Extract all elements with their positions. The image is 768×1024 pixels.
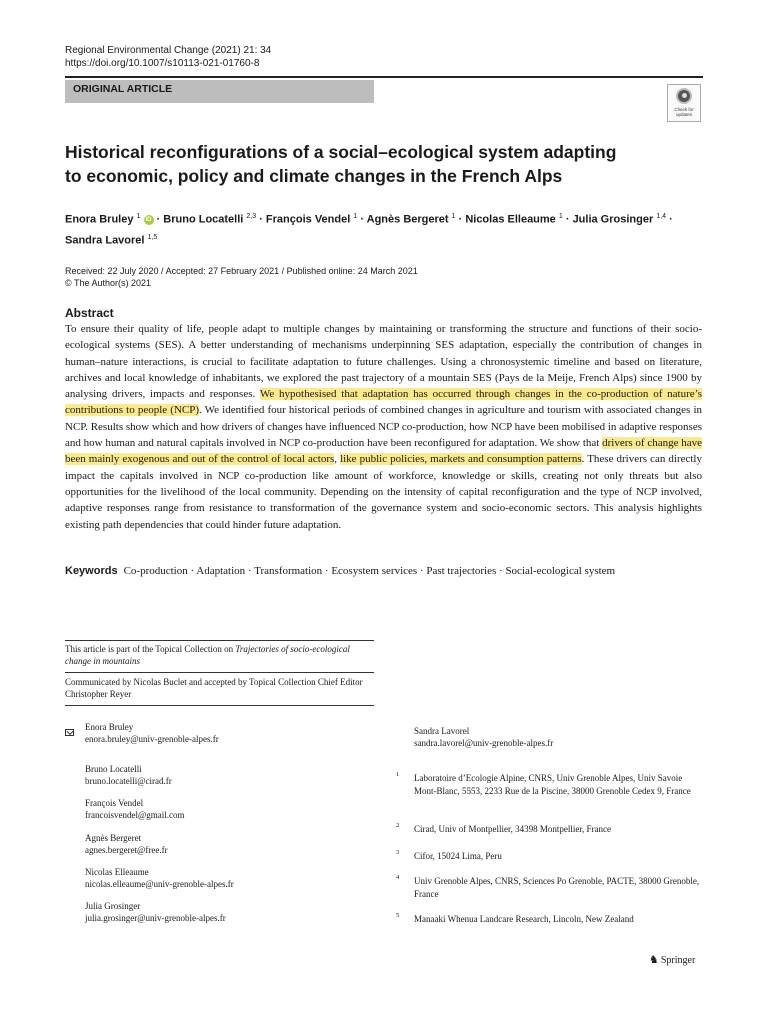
affiliation-number: 5	[396, 912, 400, 919]
email-icon	[65, 723, 74, 741]
journal-header	[65, 44, 271, 70]
copyright-text: The Author(s) 2021	[73, 278, 152, 288]
contact-name: Agnès Bergeret	[85, 833, 142, 843]
orcid-icon[interactable]: iD	[145, 216, 152, 223]
contact-name: Enora Bruley	[85, 722, 134, 732]
contact-name: Julia Grosinger	[85, 901, 141, 911]
affiliation-number: 2	[396, 822, 400, 829]
doi-link[interactable]: https://doi.org/10.1007/s10113-021-01760-8	[65, 58, 260, 69]
footnote-rule	[65, 705, 374, 706]
article-type-banner: ORIGINAL ARTICLE	[65, 80, 374, 103]
affiliation-text: Manaaki Whenua Landcare Research, Lincoln, New Zealand	[414, 914, 634, 924]
contact-entry	[85, 797, 185, 821]
contact-name: Sandra Lavorel	[414, 726, 470, 736]
author-name[interactable]: Agnès Bergeret	[366, 213, 449, 226]
contact-entry	[85, 721, 219, 745]
highlighted-text[interactable]: like public policies, markets and consumption patterns	[340, 453, 582, 466]
contact-name: François Vendel	[85, 798, 144, 808]
abstract-heading: Abstract	[65, 306, 114, 320]
publisher-name: Springer	[660, 955, 696, 966]
title-line-2: to economic, policy and climate changes in the French Alps	[65, 166, 563, 186]
collection-title: Trajectories of socio-ecological change in mountains	[65, 644, 350, 666]
abstract-text: To ensure their quality of life, people adapt to multiple changes by maintaining or transforming the structure and functions of their socio-ecological systems (SES). A better understanding of mechanisms underpinning SES adaptation, especially the contribution of changes in human–nature interactions, is crucial to facilitate adaptation to future challenges. Using a chronosystemic timeline and based on literature, archives and local knowledge of inhabitants, we explored the past trajectory of a mountain SES (Pays de la Meije, French Alps) since 1900 by analysing drivers, impacts and responses.	[65, 323, 702, 401]
contact-entry	[85, 866, 234, 890]
affiliation-text: Cifor, 15024 Lima, Peru	[414, 851, 502, 861]
footnote-rule	[65, 672, 374, 673]
author-affiliation-marker: 1,5	[147, 233, 158, 241]
highlighted-text[interactable]: We hypothesised that adaptation has occurred through changes in the co-production of nature’s contributions to people (NCP)	[65, 388, 702, 417]
author-affiliation-marker: 1	[353, 213, 358, 220]
dates-line: Received: 22 July 2020 / Accepted: 27 February 2021 / Published online: 24 March 2021	[65, 266, 418, 276]
affiliation-text: Laboratoire d’Ecologie Alpine, CNRS, Univ Grenoble Alpes, Univ Savoie Mont-Blanc, 5553, 2233 Rue de la Piscine, 38000 Grenoble Cedex 9, France	[414, 773, 691, 796]
keywords-label: Keywords	[65, 565, 118, 577]
author-list: Enora Bruley $^1$ iD · Bruno Locatelli $^{2,3}$ · François Vendel $^1$ · Agnès Bergeret $^1$ · Nicolas Elleaume $^1$ · Julia Grosinger $^{1,4}$ · Sandra Lavorel $^{1,5}$	[65, 213, 673, 247]
copyright-icon: ©	[65, 278, 72, 288]
author-affiliation-marker: 1	[558, 213, 563, 220]
affiliation-text: Cirad, Univ of Montpellier, 34398 Montpellier, France	[414, 824, 611, 834]
author-name[interactable]: Julia Grosinger	[572, 213, 654, 226]
title-line-1: Historical reconfigurations of a social–ecological system adapting	[65, 142, 617, 162]
contact-email[interactable]: francoisvendel@gmail.com	[85, 810, 185, 820]
publication-dates	[65, 265, 418, 289]
author-name[interactable]: Sandra Lavorel	[65, 234, 145, 247]
author-affiliation-marker: 1	[451, 213, 456, 220]
collection-prefix: This article is part of the Topical Collection on	[65, 644, 236, 654]
author-name[interactable]: Enora Bruley	[65, 213, 134, 226]
contact-entry	[85, 900, 226, 924]
publisher-logo	[649, 954, 695, 967]
abstract-text: ,	[334, 453, 341, 466]
footnote-rule	[65, 640, 374, 641]
contact-entry	[85, 763, 172, 787]
author-affiliation-marker: 1,4	[656, 213, 667, 220]
abstract-text: . These drivers can directly impact the capitals involved in NCP co-production like amount of workforce, knowledge or skills, creating not only threats but also opportunities for the livelihood of the local community. Depending on the intensity of capital reconfiguration and the type of NCP involved, adaptive responses range from resistance to transformation of the governance system and socio-economic sectors. This analysis highlights existing path dependencies that could hinder future adaptation.	[65, 453, 702, 531]
contact-name: Bruno Locatelli	[85, 764, 142, 774]
article-title	[65, 140, 665, 188]
author-affiliation-marker: 2,3	[246, 213, 257, 220]
affiliation-number: 4	[396, 874, 400, 881]
keywords-list: Co-production · Adaptation · Transformation · Ecosystem services · Past trajectories · Social-ecological system	[123, 565, 616, 577]
contact-email[interactable]: nicolas.elleaume@univ-grenoble-alpes.fr	[85, 879, 234, 889]
header-rule	[65, 76, 703, 78]
author-name[interactable]: Bruno Locatelli	[163, 213, 244, 226]
contact-entry	[85, 832, 168, 856]
affiliation-number: 1	[396, 771, 400, 778]
author-affiliation-marker: 1	[136, 213, 141, 220]
author-name[interactable]: Nicolas Elleaume	[465, 213, 556, 226]
contact-email[interactable]: agnes.bergeret@free.fr	[85, 845, 168, 855]
affiliation-number: 3	[396, 849, 400, 856]
topical-collection-note	[65, 643, 374, 667]
crossmark-label: Check for updates	[674, 107, 694, 117]
springer-horse-icon: ♞	[649, 954, 659, 966]
contact-email[interactable]: enora.bruley@univ-grenoble-alpes.fr	[85, 734, 219, 744]
check-for-updates-badge[interactable]	[667, 84, 701, 122]
contact-email[interactable]: julia.grosinger@univ-grenoble-alpes.fr	[85, 913, 226, 923]
communicated-note: Communicated by Nicolas Buclet and accepted by Topical Collection Chief Editor Christopher Reyer	[65, 677, 363, 699]
affiliation-text: Univ Grenoble Alpes, CNRS, Sciences Po Grenoble, PACTE, 38000 Grenoble, France	[414, 876, 700, 899]
contact-email[interactable]: bruno.locatelli@cirad.fr	[85, 776, 172, 786]
keywords	[65, 563, 705, 579]
highlighted-text[interactable]: drivers of change have been mainly exogenous and out of the control of local actors	[65, 437, 703, 466]
contact-name: Nicolas Elleaume	[85, 867, 149, 877]
contact-entry	[414, 725, 553, 749]
author-name[interactable]: François Vendel	[265, 213, 351, 226]
crossmark-icon	[676, 88, 692, 104]
contact-email[interactable]: sandra.lavorel@univ-grenoble-alpes.fr	[414, 738, 554, 748]
copyright-line	[65, 277, 418, 289]
journal-citation: Regional Environmental Change (2021) 21: 34	[65, 45, 272, 56]
abstract-body	[65, 321, 702, 533]
abstract-text: . We identified four historical periods of combined changes in agriculture and tourism with associated changes in NCP. Results show which and how drivers of changes have influenced NCP co-production, how NCP have been mobilised in adaptive responses and how human and natural capitals involved in NCP co-production have been reconfigured for adaptation. We show that	[65, 404, 703, 450]
